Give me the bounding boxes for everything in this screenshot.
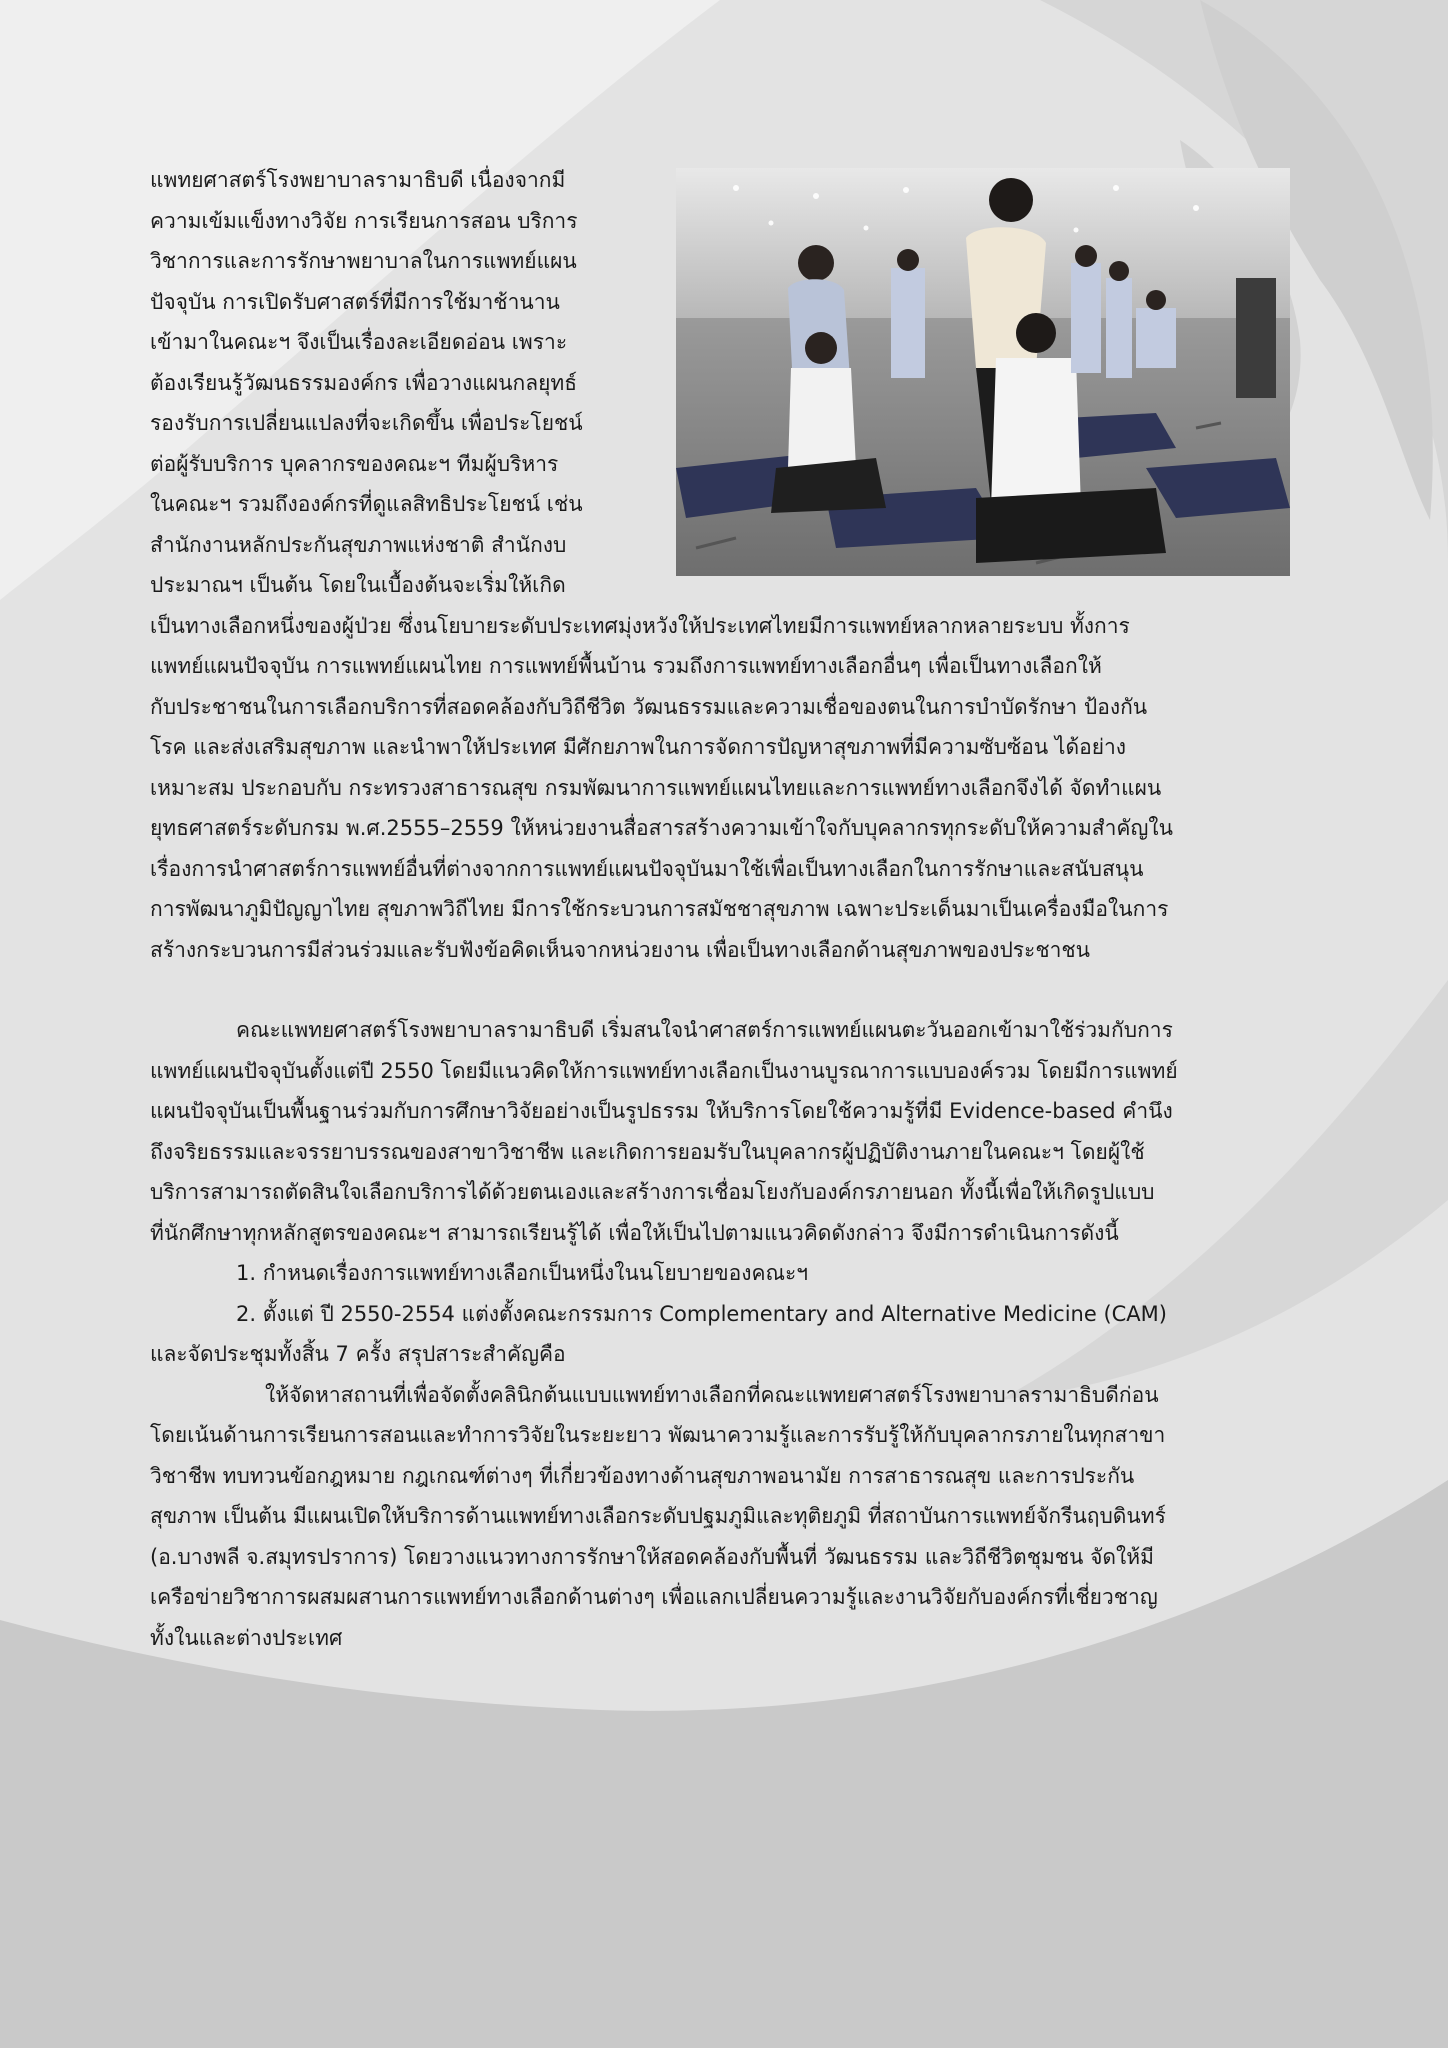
paragraph-line: บริการสามารถตัดสินใจเลือกบริการได้ด้วยตนเองและสร้างการเชื่อมโยงกับองค์กรภายนอก ทั้งนี้เพื่อให้เกิดรูปแบบ — [150, 1180, 1155, 1204]
paragraph-line: กับประชาชนในการเลือกบริการที่สอดคล้องกับวิถีชีวิต วัฒนธรรมและความเชื่อของตนในการบำบัดรักษา ป้องกัน — [150, 694, 1148, 719]
paragraph-line: โดยเน้นด้านการเรียนการสอนและทำการวิจัยในระยะยาว พัฒนาความรู้และการรับรู้ให้กับบุคลากรภายในทุกสาขา — [150, 1423, 1166, 1447]
list-item-continuation: และจัดประชุมทั้งสิ้น 7 ครั้ง สรุปสาระสำคัญคือ — [150, 1342, 566, 1366]
paragraph-line: คณะแพทยศาสตร์โรงพยาบาลรามาธิบดี เริ่มสนใจนำศาสตร์การแพทย์แผนตะวันออกเข้ามาใช้ร่วมกับการ — [236, 1018, 1173, 1042]
paragraph-3 — [150, 1375, 1290, 1659]
intro-line: ต้องเรียนรู้วัฒนธรรมองค์กร เพื่อวางแผนกลยุทธ์ — [150, 370, 578, 395]
paragraph-gap — [150, 970, 1290, 1010]
intro-column — [150, 160, 640, 606]
intro-line: สำนักงานหลักประกันสุขภาพแห่งชาติ สำนักงบ — [150, 532, 567, 557]
paragraph-2 — [150, 1010, 1290, 1253]
paragraph-line: การพัฒนาภูมิปัญญาไทย สุขภาพวิถีไทย มีการใช้กระบวนการสมัชชาสุขภาพ เฉพาะประเด็นมาเป็นเครื่องมือในการ — [150, 897, 1169, 921]
paragraph-line: เป็นทางเลือกหนึ่งของผู้ป่วย ซึ่งนโยบายระดับประเทศมุ่งหวังให้ประเทศไทยมีการแพทย์หลากหลายระบบ ทั้งการ — [150, 613, 1130, 638]
intro-line: ความเข้มแข็งทางวิจัย การเรียนการสอน บริการ — [150, 208, 578, 233]
paragraph-line: ทั้งในและต่างประเทศ — [150, 1625, 343, 1650]
paragraph-line: สร้างกระบวนการมีส่วนร่วมและรับฟังข้อคิดเห็นจากหน่วยงาน เพื่อเป็นทางเลือกด้านสุขภาพของประชาชน — [150, 937, 1090, 962]
list-item: 1. กำหนดเรื่องการแพทย์ทางเลือกเป็นหนึ่งในนโยบายของคณะฯ — [236, 1261, 809, 1285]
paragraph-line: ยุทธศาสตร์ระดับกรม พ.ศ.2555–2559 ให้หน่วยงานสื่อสารสร้างความเข้าใจกับบุคลากรทุกระดับให้ความสำคัญใน — [150, 816, 1173, 840]
numbered-list — [150, 1253, 1290, 1375]
paragraph-line: เครือข่ายวิชาการผสมผสานการแพทย์ทางเลือกด้านต่างๆ เพื่อแลกเปลี่ยนความรู้และงานวิจัยกับองค์กรที่เชี่ยวชาญ — [150, 1585, 1158, 1609]
paragraph-1 — [150, 606, 1290, 971]
intro-line: ปัจจุบัน การเปิดรับศาสตร์ที่มีการใช้มาช้านาน — [150, 289, 560, 314]
paragraph-line: สุขภาพ เป็นต้น มีแผนเปิดให้บริการด้านแพทย์ทางเลือกระดับปฐมภูมิและทุติยภูมิ ที่สถาบันการแพทย์จักรีนฤบดินทร์ — [150, 1504, 1166, 1528]
paragraph-line: เรื่องการนำศาสตร์การแพทย์อื่นที่ต่างจากการแพทย์แผนปัจจุบันมาใช้เพื่อเป็นทางเลือกในการรักษาและสนับสนุน — [150, 856, 1144, 881]
paragraph-line: เหมาะสม ประกอบกับ กระทรวงสาธารณสุข กรมพัฒนาการแพทย์แผนไทยและการแพทย์ทางเลือกจึงได้ จัดทำแผน — [150, 775, 1162, 800]
article-photo — [676, 168, 1290, 576]
intro-line: ประมาณฯ เป็นต้น โดยในเบื้องต้นจะเริ่มให้เกิด — [150, 573, 566, 597]
paragraph-line: (อ.บางพลี จ.สมุทรปราการ) โดยวางแนวทางการรักษาให้สอดคล้องกับพื้นที่ วัฒนธรรม และวิถีชีวิตชุมชน จัดให้มี — [150, 1544, 1154, 1569]
intro-line: ในคณะฯ รวมถึงองค์กรที่ดูแลสิทธิประโยชน์ เช่น — [150, 492, 583, 516]
list-item: 2. ตั้งแต่ ปี 2550-2554 แต่งตั้งคณะกรรมการ Complementary and Alternative Medicine (CAM) — [236, 1301, 1167, 1326]
paragraph-line: แพทย์แผนปัจจุบันตั้งแต่ปี 2550 โดยมีแนวคิดให้การแพทย์ทางเลือกเป็นงานบูรณาการแบบองค์รวม โดยมีการแพทย์ — [150, 1058, 1178, 1083]
intro-line: วิชาการและการรักษาพยาบาลในการแพทย์แผน — [150, 249, 577, 273]
paragraph-line: ถึงจริยธรรมและจรรยาบรรณของสาขาวิชาชีพ และเกิดการยอมรับในบุคลากรผู้ปฏิบัติงานภายในคณะฯ โดยผู้ใช้ — [150, 1139, 1145, 1164]
paragraph-line: แพทย์แผนปัจจุบัน การแพทย์แผนไทย การแพทย์พื้นบ้าน รวมถึงการแพทย์ทางเลือกอื่นๆ เพื่อเป็นทางเลือกให้ — [150, 654, 1102, 678]
intro-line: แพทยศาสตร์โรงพยาบาลรามาธิบดี เนื่องจากมี — [150, 168, 566, 192]
intro-line: เข้ามาในคณะฯ จึงเป็นเรื่องละเอียดอ่อน เพราะ — [150, 330, 568, 354]
intro-line: ต่อผู้รับบริการ บุคลากรของคณะฯ ทีมผู้บริหาร — [150, 451, 559, 476]
paragraph-line: วิชาชีพ ทบทวนข้อกฎหมาย กฎเกณฑ์ต่างๆ ที่เกี่ยวข้องทางด้านสุขภาพอนามัย การสาธารณสุข และการประกัน — [150, 1463, 1135, 1488]
intro-line: รองรับการเปลี่ยนแปลงที่จะเกิดขึ้น เพื่อประโยชน์ — [150, 411, 583, 435]
article-body — [150, 160, 1290, 1658]
paragraph-line: โรค และส่งเสริมสุขภาพ และนำพาให้ประเทศ มีศักยภาพในการจัดการปัญหาสุขภาพที่มีความซับซ้อน ได้อย่าง — [150, 735, 1127, 759]
paragraph-line: ให้จัดหาสถานที่เพื่อจัดตั้งคลินิกต้นแบบแพทย์ทางเลือกที่คณะแพทยศาสตร์โรงพยาบาลรามาธิบดีก่อน — [265, 1382, 1159, 1407]
paragraph-line: ที่นักศึกษาทุกหลักสูตรของคณะฯ สามารถเรียนรู้ได้ เพื่อให้เป็นไปตามแนวคิดดังกล่าว จึงมีการดำเนินการดังนี้ — [150, 1220, 1119, 1245]
paragraph-line: แผนปัจจุบันเป็นพื้นฐานร่วมกับการศึกษาวิจัยอย่างเป็นรูปธรรม ให้บริการโดยใช้ความรู้ที่มี Evidence-based คำนึง — [150, 1099, 1173, 1123]
